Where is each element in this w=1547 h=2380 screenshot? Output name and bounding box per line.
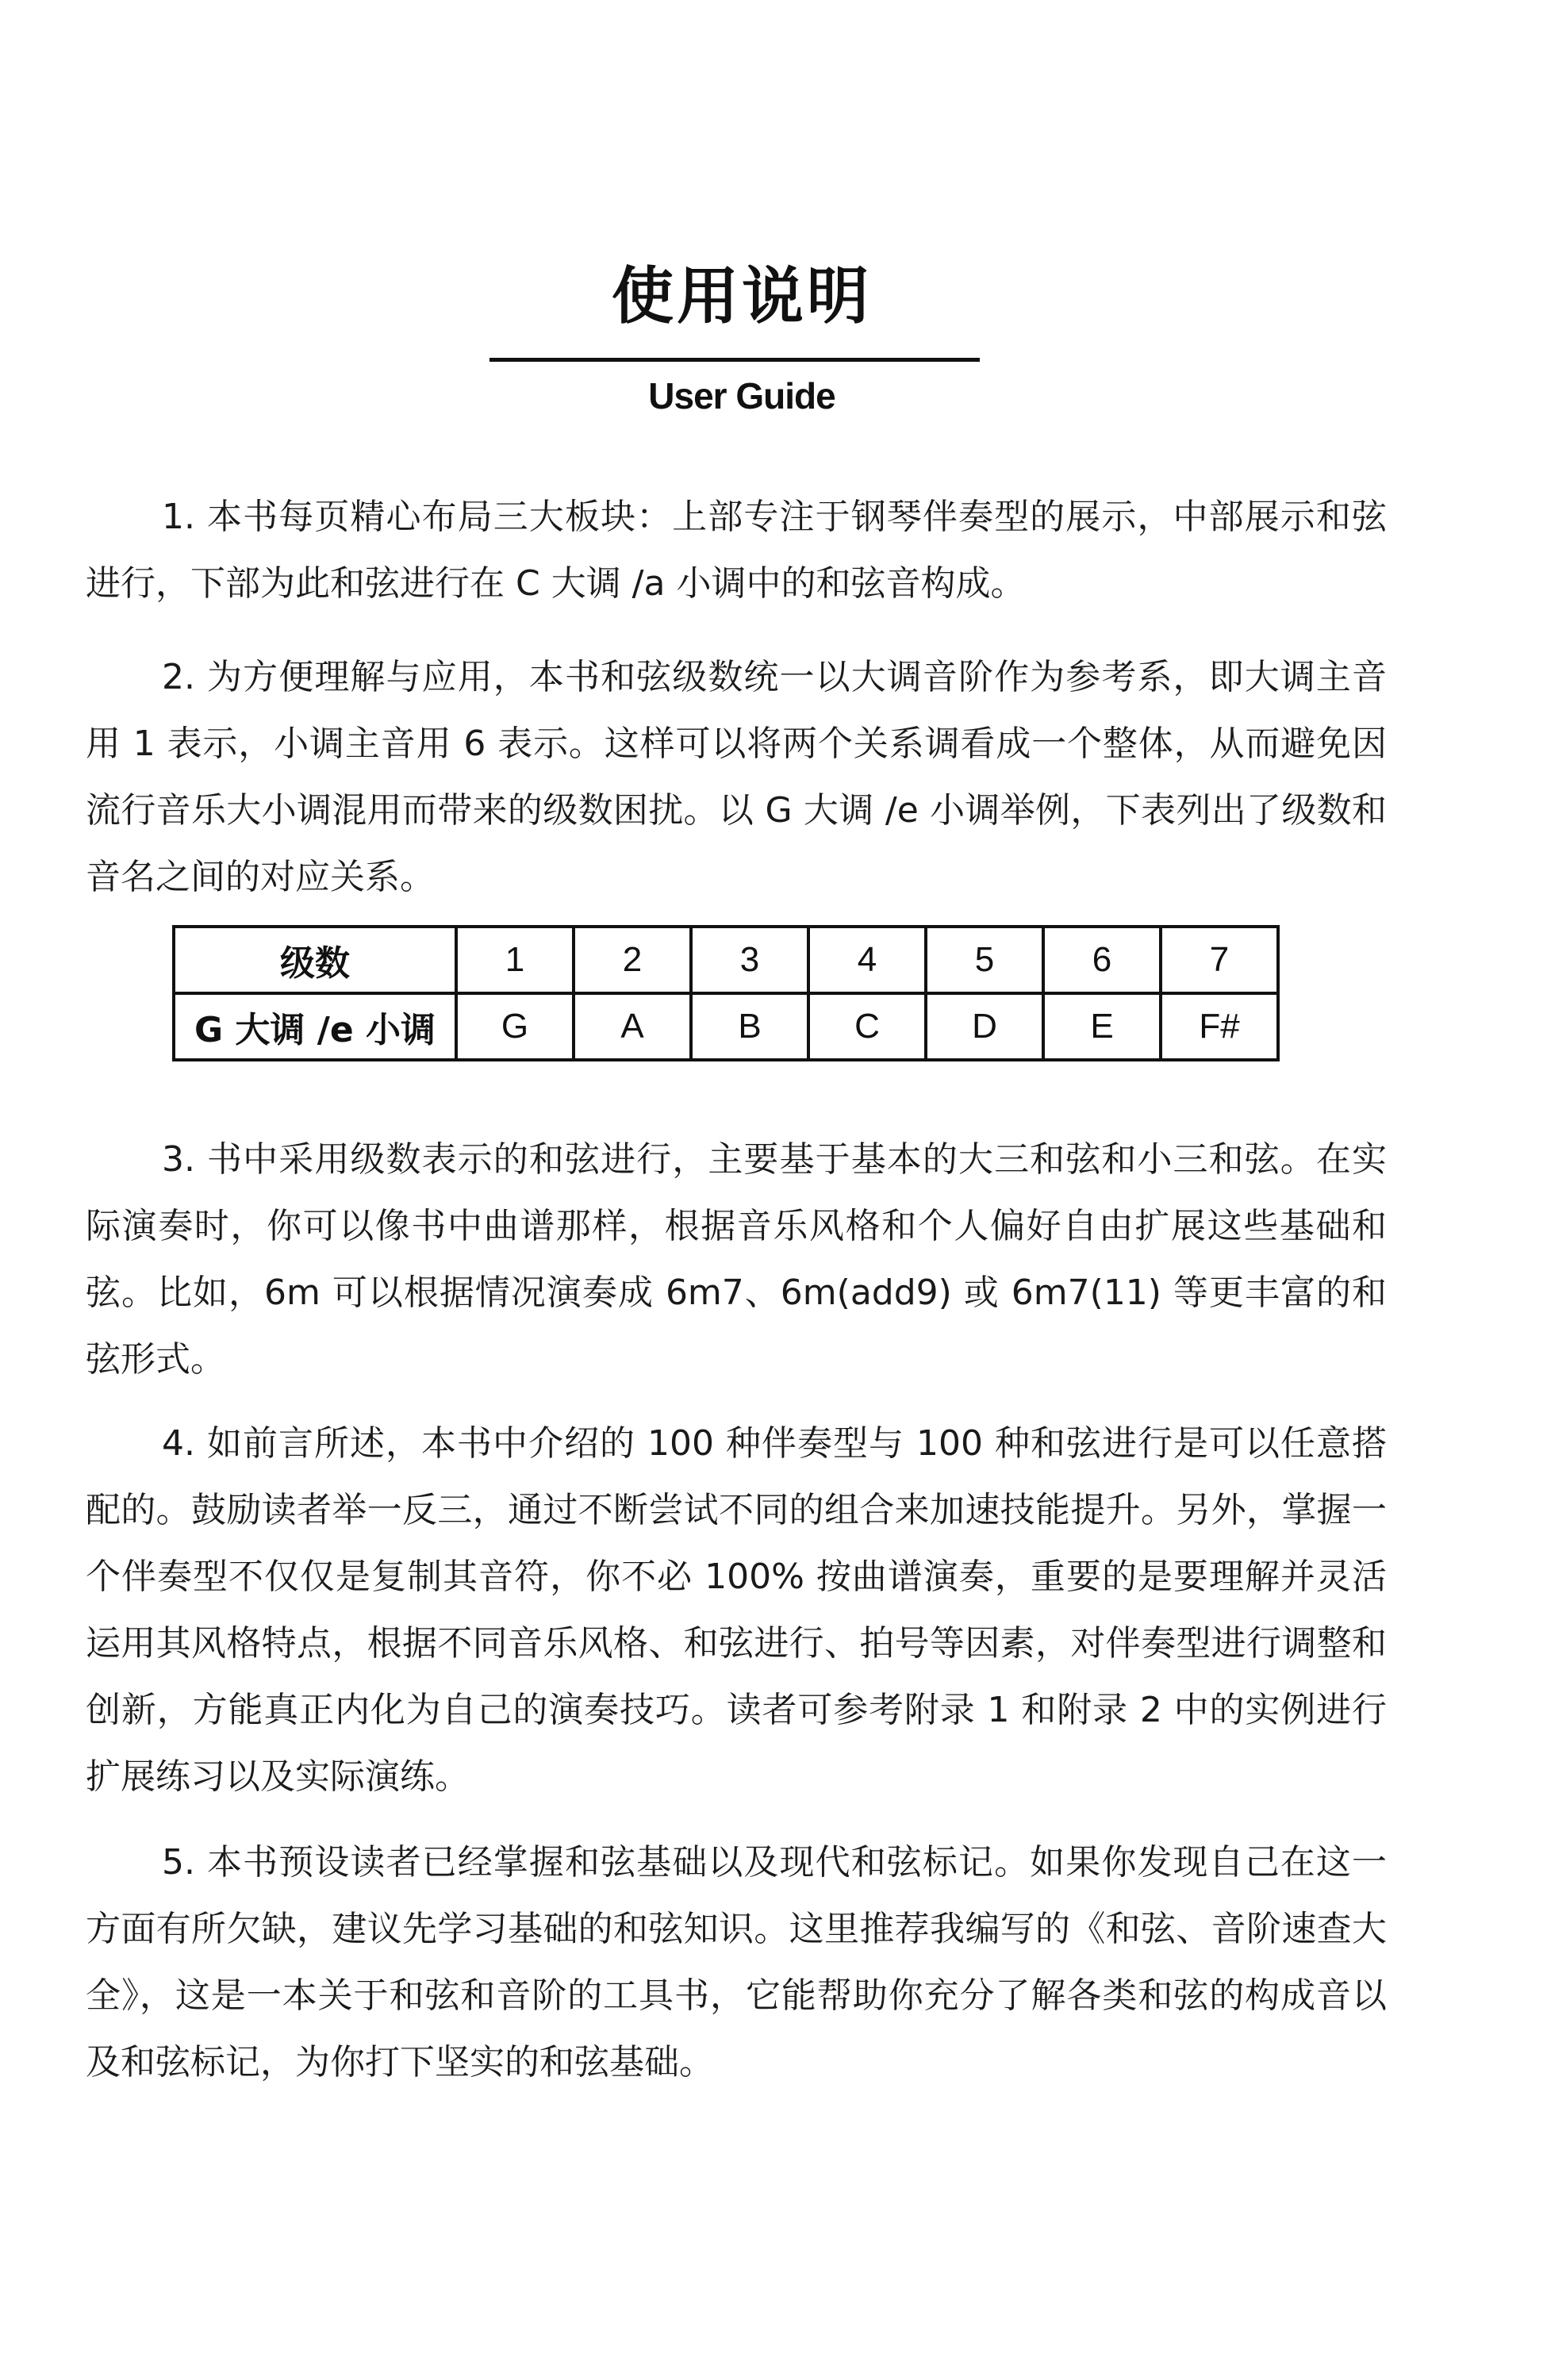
page-subtitle: User Guide xyxy=(648,375,835,416)
table-cell-note: B xyxy=(691,993,808,1060)
table-cell-degree: 3 xyxy=(691,927,808,993)
table-cell-note: A xyxy=(574,993,691,1060)
paragraph-4: 4. 如前言所述，本书中介绍的 100 种伴奏型与 100 种和弦进行是可以任意搭配的。鼓励读者举一反三，通过不断尝试不同的组合来加速技能提升。另外，掌握一个伴奏型不仅仅是复制其音符，你不必 100% 按曲谱演奏，重要的是要理解并灵活运用其风格特点，根据不同音乐风格、和弦进行、拍号等因素，对伴奏型进行调整和创新，方能真正内化为自己的演奏技巧。读者可参考附录 1 和附录 2 中的实例进行扩展练习以及实际演练。 xyxy=(86,1423,1387,1797)
paragraph-2: 2. 为方便理解与应用，本书和弦级数统一以大调音阶作为参考系，即大调主音用 1 表示，小调主音用 6 表示。这样可以将两个关系调看成一个整体，从而避免因流行音乐大小调混用而带来的级数困扰。以 G 大调 /e 小调举例，下表列出了级数和音名之间的对应关系。 xyxy=(86,657,1387,897)
paragraph-1: 1. 本书每页精心布局三大板块：上部专注于钢琴伴奏型的展示，中部展示和弦进行，下部为此和弦进行在 C 大调 /a 小调中的和弦音构成。 xyxy=(86,497,1387,604)
table-row-notes xyxy=(174,993,1278,1060)
table-row-degrees xyxy=(174,927,1278,993)
table-header-key: G 大调 /e 小调 xyxy=(174,993,456,1060)
title-underline xyxy=(489,358,980,362)
table-cell-note: F# xyxy=(1161,993,1278,1060)
table-cell-degree: 1 xyxy=(456,927,574,993)
paragraph-3: 3. 书中采用级数表示的和弦进行，主要基于基本的大三和弦和小三和弦。在实际演奏时，你可以像书中曲谱那样，根据音乐风格和个人偏好自由扩展这些基础和弦。比如，6m 可以根据情况演奏成 6m7、6m(add9) 或 6m7(11) 等更丰富的和弦形式。 xyxy=(86,1139,1387,1380)
table-cell-note: E xyxy=(1043,993,1161,1060)
table-cell-degree: 5 xyxy=(926,927,1043,993)
table-cell-degree: 7 xyxy=(1161,927,1278,993)
degree-note-table xyxy=(172,925,1280,1061)
table-header-degree: 级数 xyxy=(174,927,456,993)
table-cell-note: D xyxy=(926,993,1043,1060)
paragraph-5: 5. 本书预设读者已经掌握和弦基础以及现代和弦标记。如果你发现自己在这一方面有所欠缺，建议先学习基础的和弦知识。这里推荐我编写的《和弦、音阶速查大全》，这是一本关于和弦和音阶的工具书，它能帮助你充分了解各类和弦的构成音以及和弦标记，为你打下坚实的和弦基础。 xyxy=(86,1842,1387,2082)
table-cell-note: G xyxy=(456,993,574,1060)
table-cell-note: C xyxy=(808,993,926,1060)
table-cell-degree: 2 xyxy=(574,927,691,993)
table-cell-degree: 4 xyxy=(808,927,926,993)
page-title: 使用说明 xyxy=(611,261,872,332)
table-cell-degree: 6 xyxy=(1043,927,1161,993)
